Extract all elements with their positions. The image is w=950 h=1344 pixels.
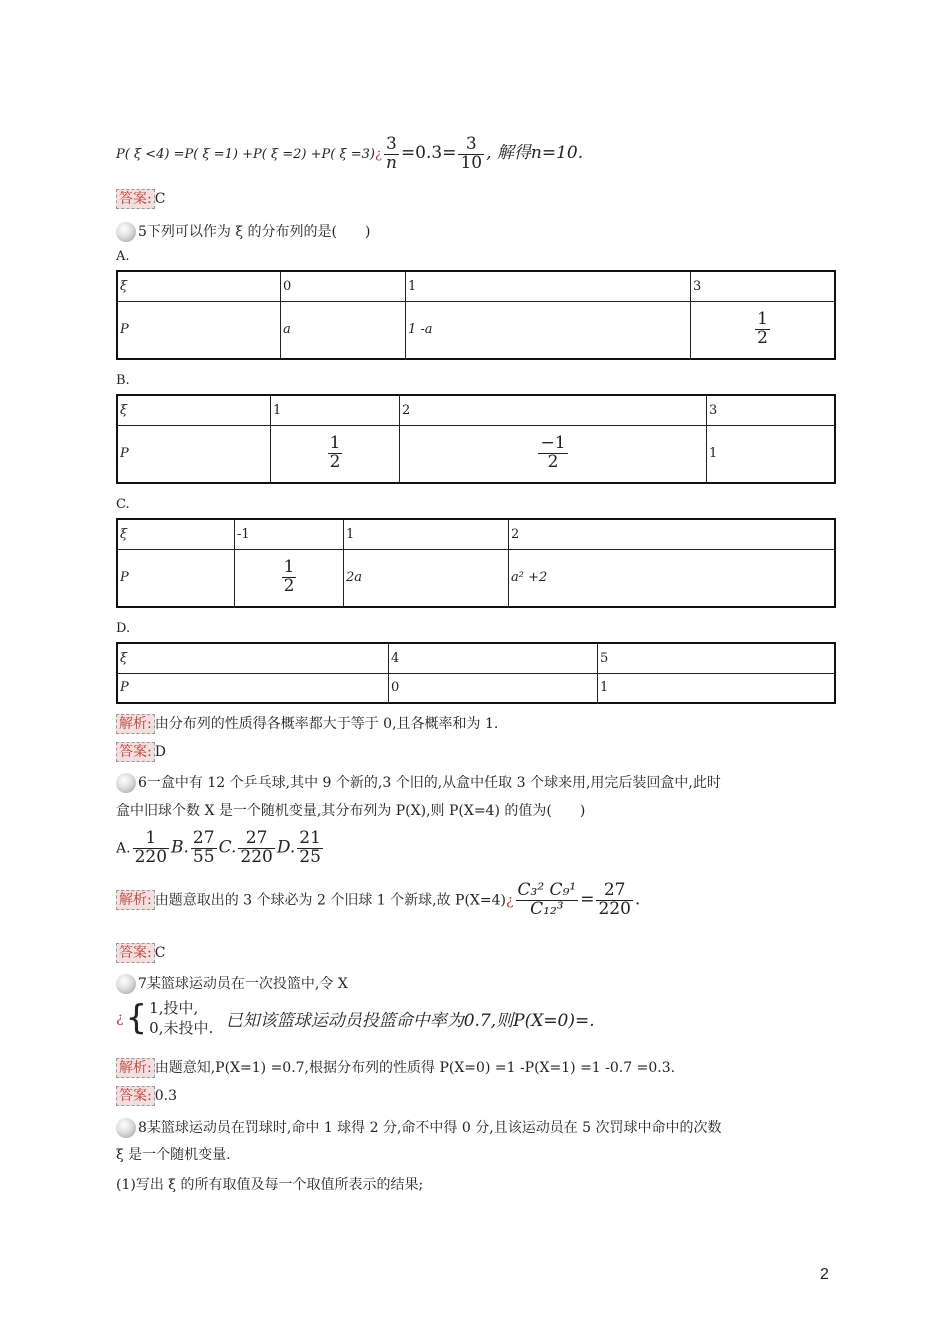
answer-value: C xyxy=(154,191,166,207)
question-number: 6 xyxy=(138,775,147,791)
distribution-table-d xyxy=(116,642,836,704)
question-number: 8 xyxy=(138,1120,147,1136)
table-cell: 1 xyxy=(344,519,509,549)
q4-answer-line xyxy=(116,189,165,209)
q6-stem-line2: 盒中旧球个数 X 是一个随机变量,其分布列为 P(X),则 P(X=4) 的值为( ) xyxy=(116,803,586,819)
option-label: D. xyxy=(116,621,131,636)
table-cell: ξ xyxy=(117,519,235,549)
cases: 1,投中, 0,未投中. xyxy=(149,999,214,1037)
analysis-tag: 解析: xyxy=(116,1058,155,1078)
fraction: $\frac{\text{C₃² C₉¹}}{\text{C₁₂³}}$ xyxy=(517,880,577,919)
equation-tail: , 解得n=10. xyxy=(486,142,584,163)
table-cell: 1 -a xyxy=(406,301,691,359)
distribution-table-a xyxy=(116,270,836,360)
top-equation-lhs: P( ξ <4) =P( ξ =1) +P( ξ =2) +P( ξ =3) xyxy=(116,146,375,162)
answer-tag: 答案: xyxy=(116,742,155,762)
answer-tag: 答案: xyxy=(116,189,155,209)
option-c-label: C. xyxy=(218,837,237,858)
fraction: $\frac{21}{25}$ xyxy=(299,828,321,867)
table-cell: 0 xyxy=(281,271,406,301)
question-ball-icon xyxy=(116,773,136,793)
question-text: 下列可以作为 ξ 的分布列的是( ) xyxy=(146,224,371,240)
option-d-label: D. xyxy=(276,837,296,858)
table-cell: 1 xyxy=(598,673,836,703)
table-cell: 2a xyxy=(344,549,509,607)
analysis-tag: 解析: xyxy=(116,714,155,734)
question-text: 某篮球运动员在一次投篮中,令 X xyxy=(146,976,348,992)
fraction: $\frac{1}{220}$ xyxy=(134,828,168,867)
answer-tag: 答案: xyxy=(116,1086,155,1106)
analysis-text: 由题意知,P(X=1) =0.7,根据分布列的性质得 P(X=0) =1 -P(X=1) =1 -0.7 =0.3. xyxy=(154,1060,676,1076)
table-cell: $\frac{1}{2}$ xyxy=(235,549,344,607)
q6-analysis xyxy=(116,882,640,919)
table-cell: 2 xyxy=(509,519,836,549)
table-cell: 0 xyxy=(389,673,598,703)
question-number: 7 xyxy=(138,976,147,992)
table-cell: 5 xyxy=(598,643,836,673)
fraction: $\frac{27}{55}$ xyxy=(192,828,215,867)
q5-answer-line xyxy=(116,742,166,762)
top-equation xyxy=(116,136,583,173)
q5-analysis xyxy=(116,713,498,734)
table-cell: ξ xyxy=(117,643,389,673)
table-cell: P xyxy=(117,425,271,483)
option-b-label: B. xyxy=(171,837,189,858)
question-ball-icon xyxy=(116,974,136,994)
table-cell: 2 xyxy=(400,395,707,425)
q7-piecewise xyxy=(116,998,595,1038)
glyph-mark: ¿ xyxy=(375,146,382,162)
q6-answer-line xyxy=(116,943,165,963)
analysis-text: 由题意取出的 3 个球必为 2 个旧球 1 个新球,故 P(X=4) xyxy=(154,892,506,909)
distribution-table-b xyxy=(116,394,836,484)
option-label: B. xyxy=(116,373,130,388)
table-cell: ξ xyxy=(117,395,271,425)
table-cell: 3 xyxy=(691,271,836,301)
analysis-tag: 解析: xyxy=(116,890,155,910)
question-text: 某篮球运动员在罚球时,命中 1 球得 2 分,命不中得 0 分,且该运动员在 5 次罚球中命中的次数 xyxy=(146,1120,722,1136)
q7-tail: 已知该篮球运动员投篮命中率为0.7,则P(X=0)=. xyxy=(225,1010,595,1031)
q6-options xyxy=(116,830,325,867)
equals-sign: = xyxy=(580,889,595,910)
table-cell: 1 xyxy=(271,395,400,425)
table-cell: 3 xyxy=(707,395,836,425)
fraction: $\frac{3}{10}$ xyxy=(460,134,483,173)
equation-mid: =0.3= xyxy=(400,142,457,163)
option-a-label: A. xyxy=(116,840,131,857)
analysis-text: 由分布列的性质得各概率都大于等于 0,且各概率和为 1. xyxy=(154,716,499,732)
answer-value: D xyxy=(154,744,166,760)
question-ball-icon xyxy=(116,1118,136,1138)
table-cell: 4 xyxy=(389,643,598,673)
answer-value: 0.3 xyxy=(154,1088,177,1104)
table-cell: $\frac{1}{2}$ xyxy=(691,301,836,359)
table-cell: ξ xyxy=(117,271,281,301)
page-number: 2 xyxy=(820,1266,829,1283)
glyph-mark: ¿ xyxy=(116,1010,124,1026)
question-ball-icon xyxy=(116,222,136,242)
fraction: $\frac{27}{220}$ xyxy=(240,828,273,867)
table-cell: P xyxy=(117,673,389,703)
table-cell: P xyxy=(117,301,281,359)
question-text: 一盒中有 12 个乒乓球,其中 9 个新的,3 个旧的,从盒中任取 3 个球来用,用完后装回盒中,此时 xyxy=(146,775,721,791)
table-cell: $\frac{-1}{2}$ xyxy=(400,425,707,483)
q8-stem-line2: ξ 是一个随机变量. xyxy=(116,1147,231,1163)
q7-answer-line xyxy=(116,1086,177,1106)
q7-analysis xyxy=(116,1057,675,1078)
fraction: $\frac{27}{220}$ xyxy=(598,880,631,919)
distribution-table-c xyxy=(116,518,836,608)
table-cell: a xyxy=(281,301,406,359)
q8-stem-line1 xyxy=(116,1117,722,1138)
answer-tag: 答案: xyxy=(116,943,155,963)
q7-stem xyxy=(116,973,348,994)
q5-stem xyxy=(116,221,370,242)
table-cell: $\frac{1}{2}$ xyxy=(271,425,400,483)
option-label: A. xyxy=(116,249,130,264)
question-number: 5 xyxy=(138,224,147,240)
q8-sub1: (1)写出 ξ 的所有取值及每一个取值所表示的结果; xyxy=(116,1177,424,1193)
table-cell: 1 xyxy=(406,271,691,301)
table-cell: 1 xyxy=(707,425,836,483)
q6-stem-line1 xyxy=(116,772,721,793)
brace-icon: { xyxy=(125,998,148,1038)
period: . xyxy=(634,889,641,910)
fraction: $\frac{3}{n}$ xyxy=(385,134,397,173)
glyph-mark: ¿ xyxy=(506,892,514,909)
table-cell: P xyxy=(117,549,235,607)
option-label: C. xyxy=(116,497,130,512)
table-cell: a² +2 xyxy=(509,549,836,607)
table-cell: -1 xyxy=(235,519,344,549)
answer-value: C xyxy=(154,945,166,961)
